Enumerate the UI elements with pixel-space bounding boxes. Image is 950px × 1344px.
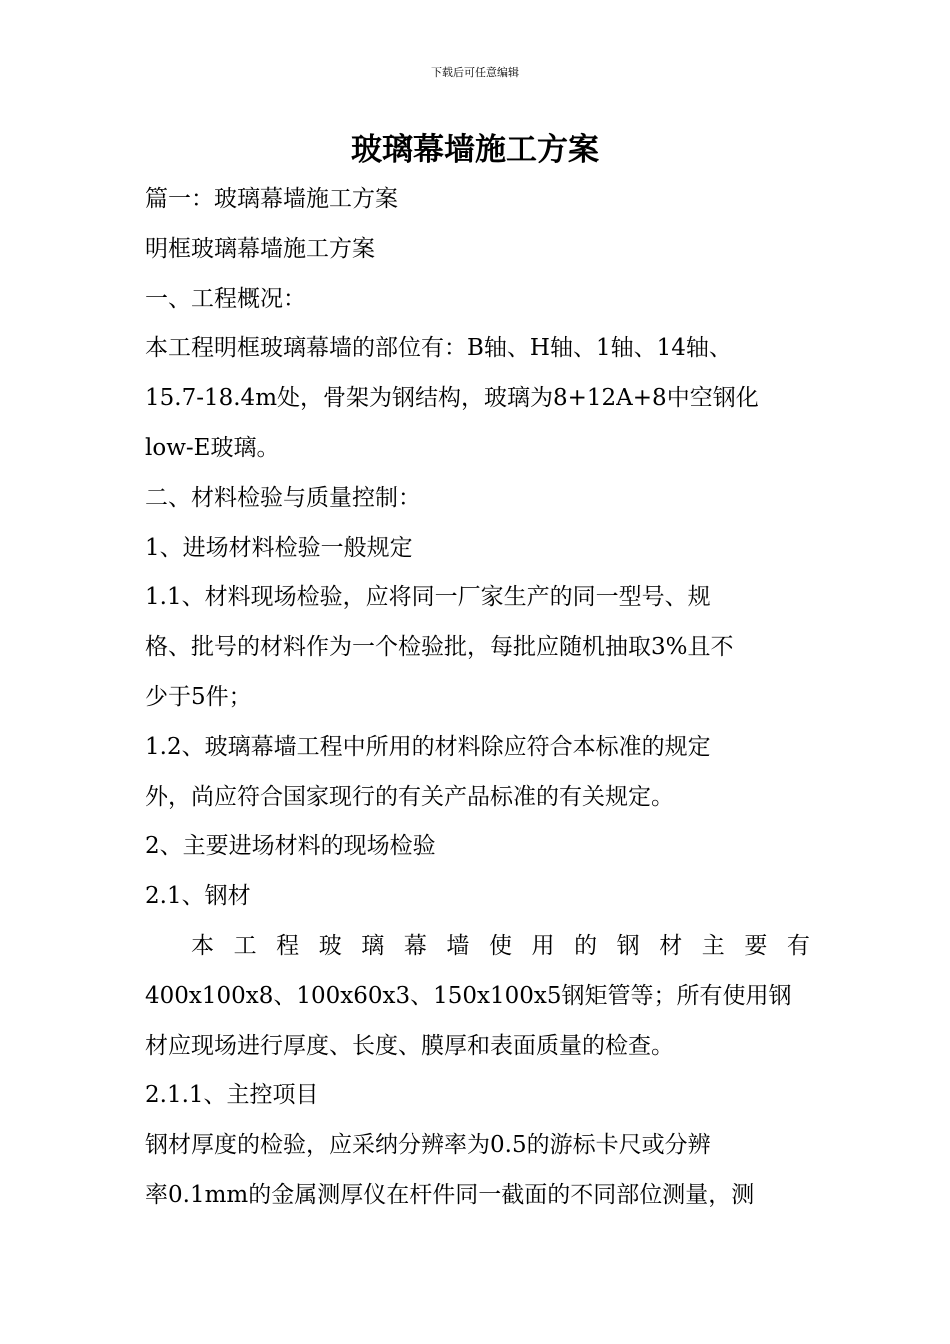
- body-line: 一、工程概况：: [145, 285, 306, 312]
- body-line: 1.1、材料现场检验，应将同一厂家生产的同一型号、规: [145, 584, 711, 611]
- body-line: 15.7-18.4m处，骨架为钢结构，玻璃为8+12A+8中空钢化: [145, 385, 759, 412]
- body-line: 1、进场材料检验一般规定: [145, 534, 413, 561]
- line-char: 用: [531, 932, 555, 959]
- line-char: 玻: [318, 932, 342, 959]
- body-line: 钢材厚度的检验，应采纳分辨率为0.5的游标卡尺或分辨: [145, 1132, 711, 1159]
- line-char: 幕: [403, 932, 427, 959]
- line-char: 有: [786, 932, 810, 959]
- line-char: 璃: [361, 932, 385, 959]
- justified-line: [145, 922, 810, 972]
- line-char: 钢: [616, 932, 640, 959]
- body-line: 外，尚应符合国家现行的有关产品标准的有关规定。: [145, 783, 674, 810]
- body-line: 率0.1mm的金属测厚仪在杆件同一截面的不同部位测量，测: [145, 1181, 755, 1208]
- line-char: 程: [276, 932, 300, 959]
- body-line: 二、材料检验与质量控制：: [145, 484, 421, 511]
- line-char: 本: [191, 932, 214, 959]
- line-char: 的: [574, 932, 598, 959]
- line-char: 工: [233, 932, 257, 959]
- body-line: 篇一：玻璃幕墙施工方案: [145, 186, 398, 212]
- line-char: 使: [488, 932, 512, 959]
- page-title: 玻璃幕墙施工方案: [351, 132, 599, 168]
- body-line: 明框玻璃幕墙施工方案: [145, 235, 375, 262]
- body-line: 2、主要进场材料的现场检验: [145, 833, 436, 860]
- body-line: 少于5件；: [145, 683, 252, 710]
- body-line: 2.1、钢材: [145, 883, 251, 910]
- body-line: low-E玻璃。: [145, 434, 280, 461]
- body-line: 2.1.1、主控项目: [145, 1082, 319, 1109]
- body-line: 1.2、玻璃幕墙工程中所用的材料除应符合本标准的规定: [145, 733, 711, 760]
- body-line: 400x100x8、100x60x3、150x100x5钢矩管等；所有使用钢: [145, 982, 792, 1009]
- body-line: 本工程明框玻璃幕墙的部位有：B轴、H轴、1轴、14轴、: [145, 335, 732, 362]
- line-char: 要: [744, 932, 768, 959]
- body-line: 格、批号的材料作为一个检验批，每批应随机抽取3%且不: [145, 634, 734, 661]
- line-char: 墙: [446, 932, 470, 959]
- line-char: 材: [659, 932, 683, 959]
- body-line: 材应现场进行厚度、长度、膜厚和表面质量的检查。: [145, 1032, 674, 1059]
- header-note: 下载后可任意编辑: [431, 66, 519, 79]
- line-char: 主: [701, 932, 725, 959]
- document-body: [145, 175, 810, 1221]
